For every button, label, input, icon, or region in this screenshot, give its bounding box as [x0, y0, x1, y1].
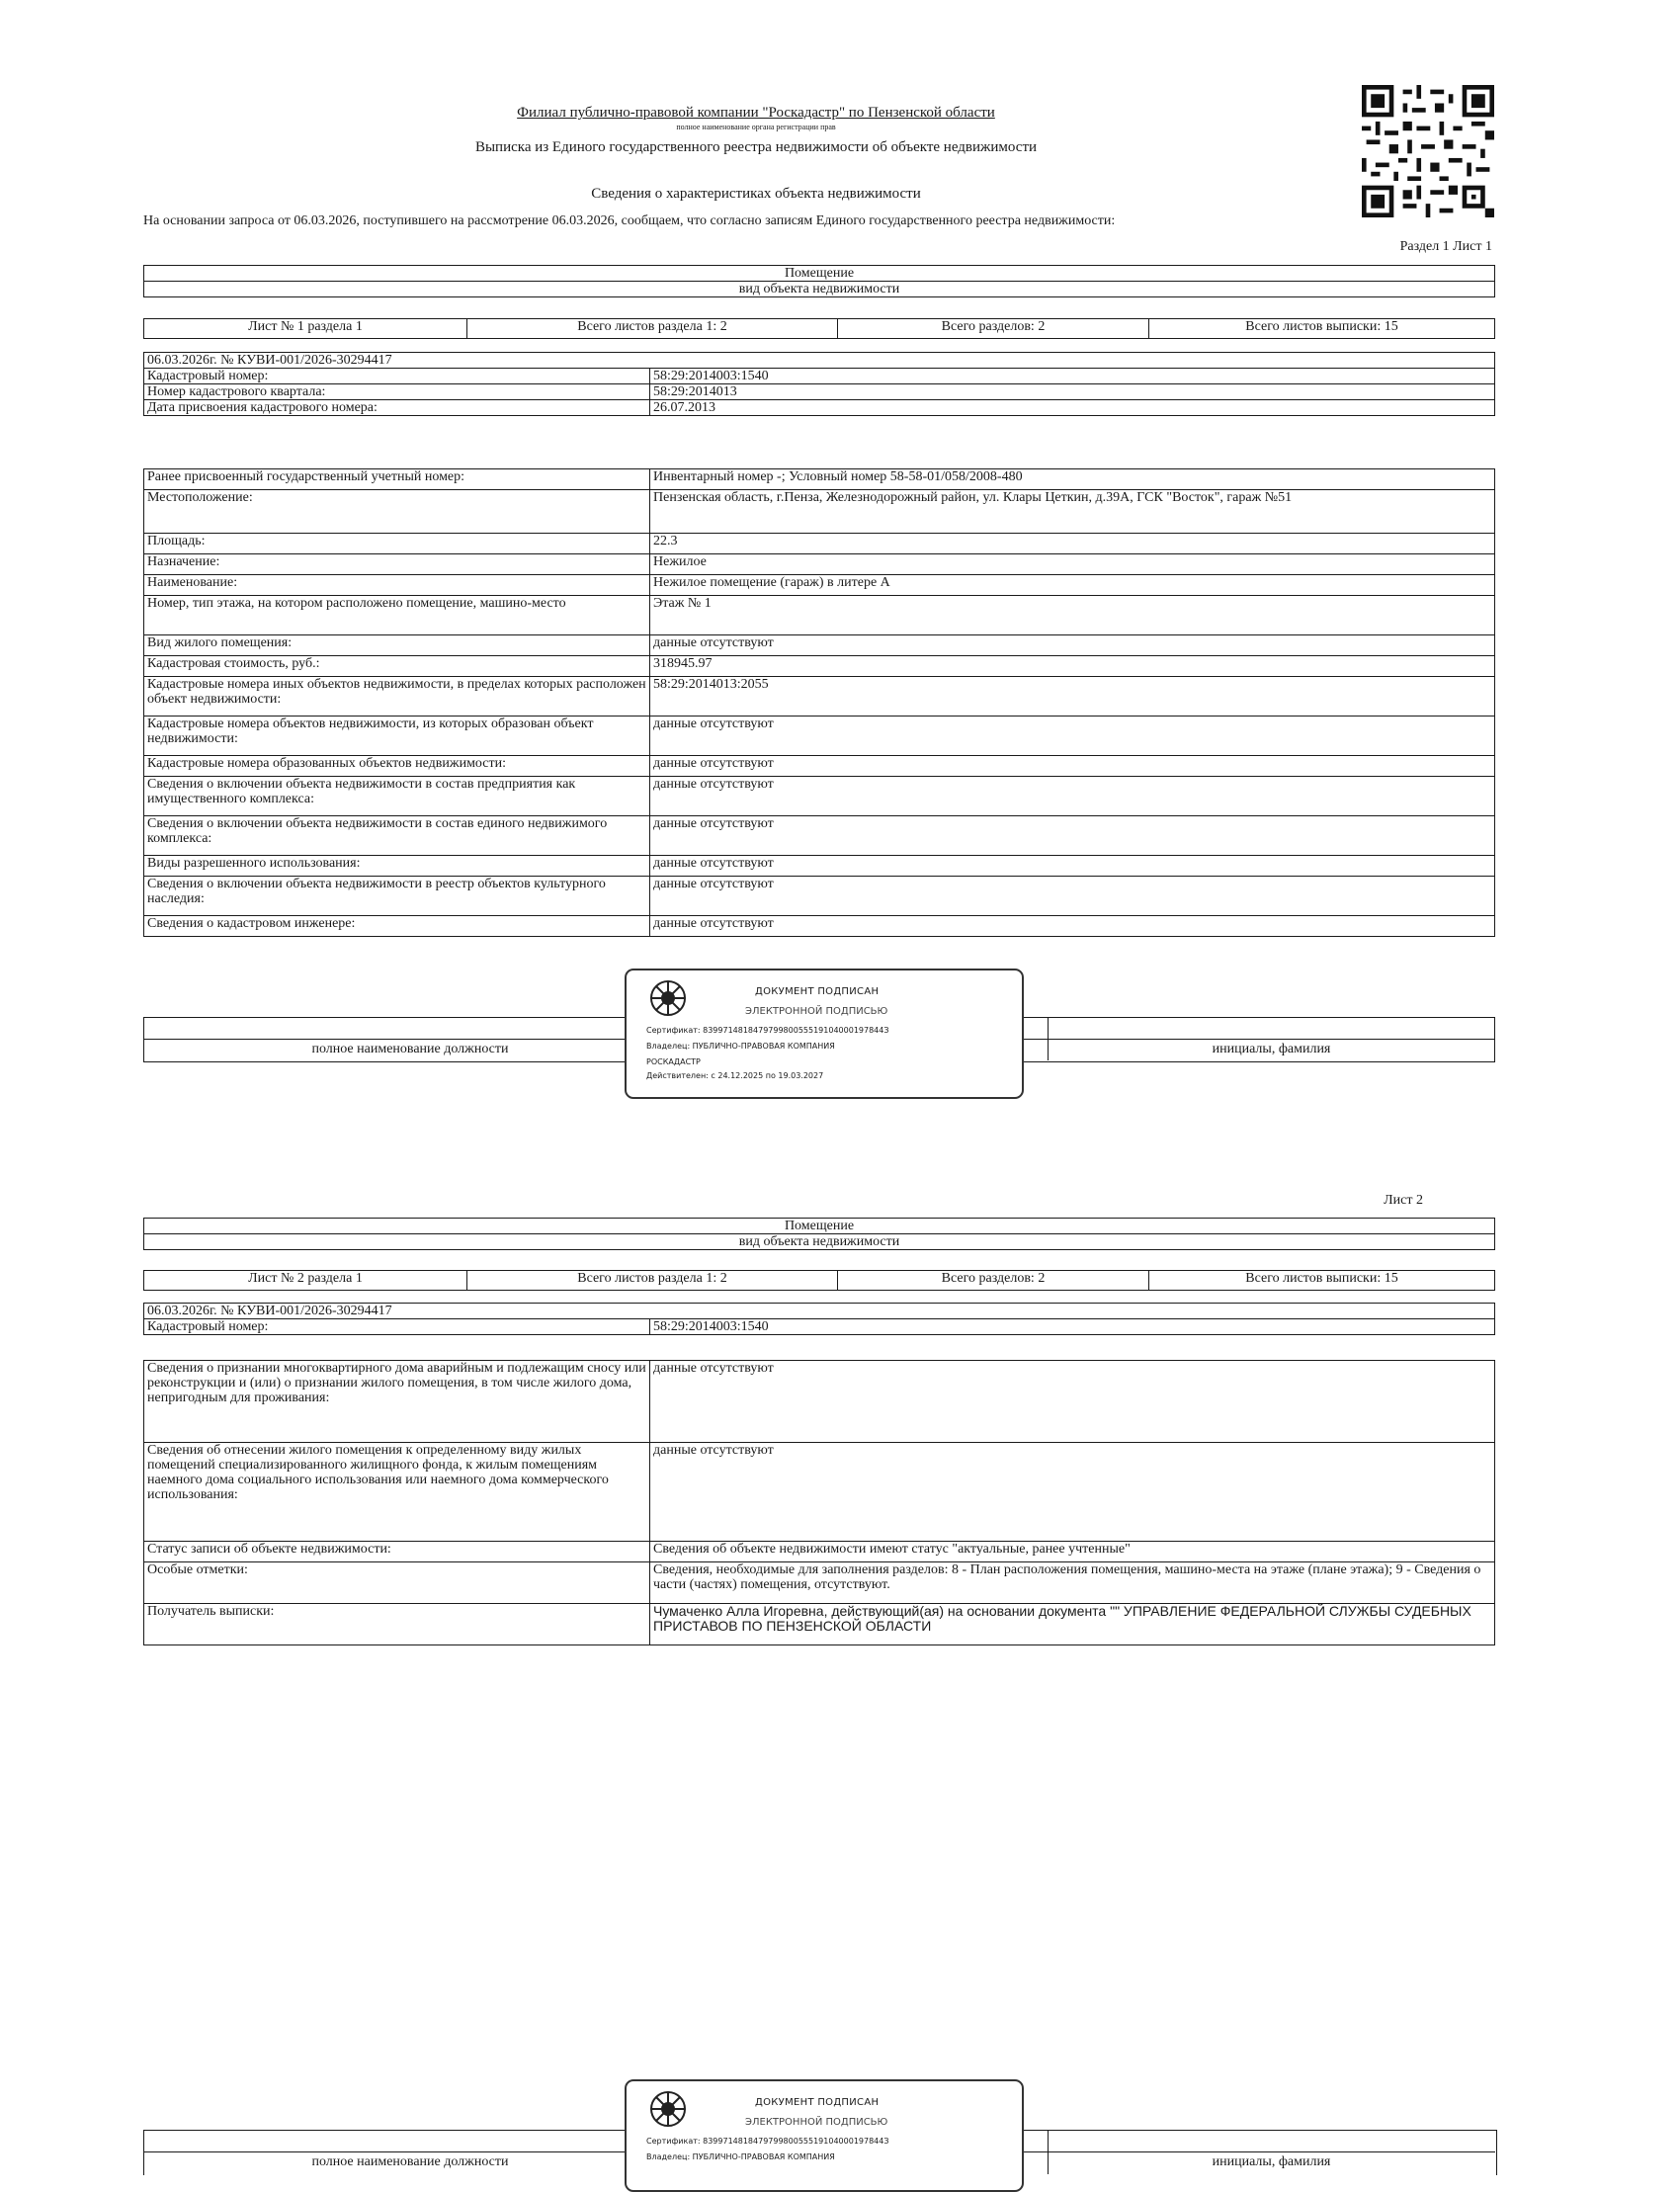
row-label: Сведения о включении объекта недвижимости в реестр объектов культурного наследия: — [144, 877, 650, 916]
table-row — [144, 384, 1495, 400]
doc-ref: 06.03.2026г. № КУВИ-001/2026-30294417 — [144, 1304, 1495, 1319]
row-label: Наименование: — [144, 575, 650, 596]
row-value: Пензенская область, г.Пенза, Железнодорожный район, ул. Клары Цеткин, д.39А, ГСК "Восток", гараж №51 — [650, 490, 1495, 534]
org-caption: полное наименование органа регистрации прав — [676, 123, 836, 131]
pages-total: Всего листов выписки: 15 — [1149, 1271, 1495, 1291]
row-label: Сведения об отнесении жилого помещения к определенному виду жилых помещений специализированного жилищного фонда, к жилым помещениям наемного дома социального использования или наемного дома коммерческого использования: — [144, 1443, 650, 1542]
row-value: Инвентарный номер -; Условный номер 58-58-01/058/2008-480 — [650, 469, 1495, 490]
status-table — [143, 1360, 1495, 1645]
row-value: данные отсутствуют — [650, 877, 1495, 916]
row-value: 26.07.2013 — [650, 400, 1495, 416]
table-row — [144, 596, 1495, 635]
row-label: Площадь: — [144, 534, 650, 554]
stamp-line2: ЭЛЕКТРОННОЙ ПОДПИСЬЮ — [745, 2117, 888, 2128]
position-caption: полное наименование должности — [311, 2154, 509, 2169]
stamp-cert: Сертификат: 839971481847979980055519104000197844З — [646, 2137, 889, 2146]
row-value: 58:29:2014003:1540 — [650, 369, 1495, 384]
row-label: Местоположение: — [144, 490, 650, 534]
stamp-owner: Владелец: ПУБЛИЧНО-ПРАВОВАЯ КОМПАНИЯ — [646, 1042, 835, 1051]
object-kind: Помещение — [144, 266, 1495, 282]
pages-sections: Всего разделов: 2 — [838, 319, 1149, 339]
stamp-line2: ЭЛЕКТРОННОЙ ПОДПИСЬЮ — [745, 1006, 888, 1017]
pages-sheet: Лист № 1 раздела 1 — [144, 319, 467, 339]
row-label: Кадастровые номера иных объектов недвижимости, в пределах которых расположен объект недвижимости: — [144, 677, 650, 717]
org-name: Филиал публично-правовой компании "Роскадастр" по Пензенской области — [517, 105, 995, 121]
position-caption: полное наименование должности — [311, 1042, 509, 1056]
row-label: Сведения о кадастровом инженере: — [144, 916, 650, 937]
row-label: Особые отметки: — [144, 1562, 650, 1604]
row-value: данные отсутствуют — [650, 816, 1495, 856]
table-row — [144, 916, 1495, 937]
pages-total: Всего листов выписки: 15 — [1149, 319, 1495, 339]
table-row — [144, 816, 1495, 856]
row-label: Виды разрешенного использования: — [144, 856, 650, 877]
table-row — [144, 877, 1495, 916]
pages-summary — [143, 318, 1495, 339]
object-kind-caption: вид объекта недвижимости — [144, 282, 1495, 297]
row-value: 58:29:2014013:2055 — [650, 677, 1495, 717]
extract-title: Выписка из Единого государственного реестра недвижимости об объекте недвижимости — [474, 139, 1038, 155]
table-row — [144, 554, 1495, 575]
pages-section-sheets: Всего листов раздела 1: 2 — [467, 319, 838, 339]
sheet-ref: Раздел 1 Лист 1 — [1399, 239, 1492, 254]
ident-table — [143, 352, 1495, 416]
row-label: Сведения о признании многоквартирного дома аварийным и подлежащим сносу или реконструкции и (или) о признании жилого помещения, в том числе жилого дома, непригодным для проживания: — [144, 1361, 650, 1443]
section-title: Сведения о характеристиках объекта недвижимости — [591, 186, 921, 202]
row-value: данные отсутствуют — [650, 635, 1495, 656]
registry-logo-icon — [648, 978, 688, 1018]
row-label: Кадастровый номер: — [144, 1319, 650, 1335]
table-row — [144, 1542, 1495, 1562]
ident-table-2 — [143, 1303, 1495, 1335]
table-row — [144, 575, 1495, 596]
object-kind-box — [143, 265, 1495, 297]
doc-ref: 06.03.2026г. № КУВИ-001/2026-30294417 — [144, 353, 1495, 369]
row-label: Дата присвоения кадастрового номера: — [144, 400, 650, 416]
object-kind: Помещение — [144, 1219, 1495, 1234]
digital-signature-stamp — [625, 969, 1024, 1099]
table-row — [144, 490, 1495, 534]
row-label: Кадастровые номера образованных объектов недвижимости: — [144, 756, 650, 777]
row-value: Сведения об объекте недвижимости имеют статус "актуальные, ранее учтенные" — [650, 1542, 1495, 1562]
row-label: Кадастровый номер: — [144, 369, 650, 384]
row-value: Этаж № 1 — [650, 596, 1495, 635]
row-value: Чумаченко Алла Игоревна, действующий(ая) на основании документа "" УПРАВЛЕНИЕ ФЕДЕРАЛЬНОЙ СЛУЖБЫ СУДЕБНЫХ ПРИСТАВОВ ПО ПЕНЗЕНСКОЙ ОБЛАСТИ — [650, 1604, 1495, 1645]
row-value: данные отсутствуют — [650, 777, 1495, 816]
row-label: Сведения о включении объекта недвижимости в состав единого недвижимого комплекса: — [144, 816, 650, 856]
row-value: данные отсутствуют — [650, 916, 1495, 937]
row-value: 58:29:2014013 — [650, 384, 1495, 400]
table-row — [144, 1443, 1495, 1542]
intro-text: На основании запроса от 06.03.2026, поступившего на рассмотрение 06.03.2026, сообщаем, что согласно записям Единого государственного реестра недвижимости: — [143, 213, 1116, 228]
registry-logo-icon — [648, 2089, 688, 2129]
row-label: Статус записи об объекте недвижимости: — [144, 1542, 650, 1562]
stamp-owner: Владелец: ПУБЛИЧНО-ПРАВОВАЯ КОМПАНИЯ — [646, 2152, 835, 2161]
stamp-valid: Действителен: с 24.12.2025 по 19.03.2027 — [646, 1071, 824, 1080]
sheet-ref-2: Лист 2 — [1384, 1193, 1423, 1208]
table-row — [144, 1604, 1495, 1645]
table-row — [144, 1319, 1495, 1335]
table-row — [144, 534, 1495, 554]
row-value: 318945.97 — [650, 656, 1495, 677]
row-label: Ранее присвоенный государственный учетный номер: — [144, 469, 650, 490]
stamp-cert: Сертификат: 839971481847979980055519104000197844З — [646, 1026, 889, 1035]
row-label: Сведения о включении объекта недвижимости в состав предприятия как имущественного комплекса: — [144, 777, 650, 816]
row-label: Получатель выписки: — [144, 1604, 650, 1645]
row-value: 22.3 — [650, 534, 1495, 554]
row-value: данные отсутствуют — [650, 756, 1495, 777]
pages-summary-2 — [143, 1270, 1495, 1291]
object-kind-caption: вид объекта недвижимости — [144, 1234, 1495, 1250]
table-row — [144, 369, 1495, 384]
table-row — [144, 1361, 1495, 1443]
row-value: данные отсутствуют — [650, 1443, 1495, 1542]
qr-code — [1362, 85, 1494, 217]
row-value: данные отсутствуют — [650, 717, 1495, 756]
row-label: Номер, тип этажа, на котором расположено помещение, машино-место — [144, 596, 650, 635]
row-label: Номер кадастрового квартала: — [144, 384, 650, 400]
pages-sections: Всего разделов: 2 — [838, 1271, 1149, 1291]
name-caption: инициалы, фамилия — [1212, 2154, 1331, 2169]
object-kind-box-2 — [143, 1218, 1495, 1250]
characteristics-table — [143, 468, 1495, 937]
row-value: Сведения, необходимые для заполнения разделов: 8 - План расположения помещения, машино-места на этаже (плане этажа); 9 - Сведения о части (частях) помещения, отсутствуют. — [650, 1562, 1495, 1604]
table-row — [144, 777, 1495, 816]
pages-sheet: Лист № 2 раздела 1 — [144, 1271, 467, 1291]
stamp-line1: ДОКУМЕНТ ПОДПИСАН — [755, 986, 880, 997]
pages-section-sheets: Всего листов раздела 1: 2 — [467, 1271, 838, 1291]
row-label: Назначение: — [144, 554, 650, 575]
row-value: Нежилое — [650, 554, 1495, 575]
table-row — [144, 400, 1495, 416]
table-row — [144, 656, 1495, 677]
stamp-owner2: РОСКАДАСТР — [646, 1057, 701, 1066]
row-value: данные отсутствуют — [650, 1361, 1495, 1443]
table-row — [144, 856, 1495, 877]
table-row — [144, 469, 1495, 490]
name-caption: инициалы, фамилия — [1212, 1042, 1331, 1056]
table-row — [144, 677, 1495, 717]
stamp-line1: ДОКУМЕНТ ПОДПИСАН — [755, 2097, 880, 2108]
table-row — [144, 756, 1495, 777]
table-row — [144, 717, 1495, 756]
table-row — [144, 1562, 1495, 1604]
row-value: 58:29:2014003:1540 — [650, 1319, 1495, 1335]
digital-signature-stamp-2 — [625, 2079, 1024, 2192]
row-value: Нежилое помещение (гараж) в литере А — [650, 575, 1495, 596]
row-label: Кадастровая стоимость, руб.: — [144, 656, 650, 677]
row-label: Вид жилого помещения: — [144, 635, 650, 656]
table-row — [144, 635, 1495, 656]
row-label: Кадастровые номера объектов недвижимости, из которых образован объект недвижимости: — [144, 717, 650, 756]
row-value: данные отсутствуют — [650, 856, 1495, 877]
